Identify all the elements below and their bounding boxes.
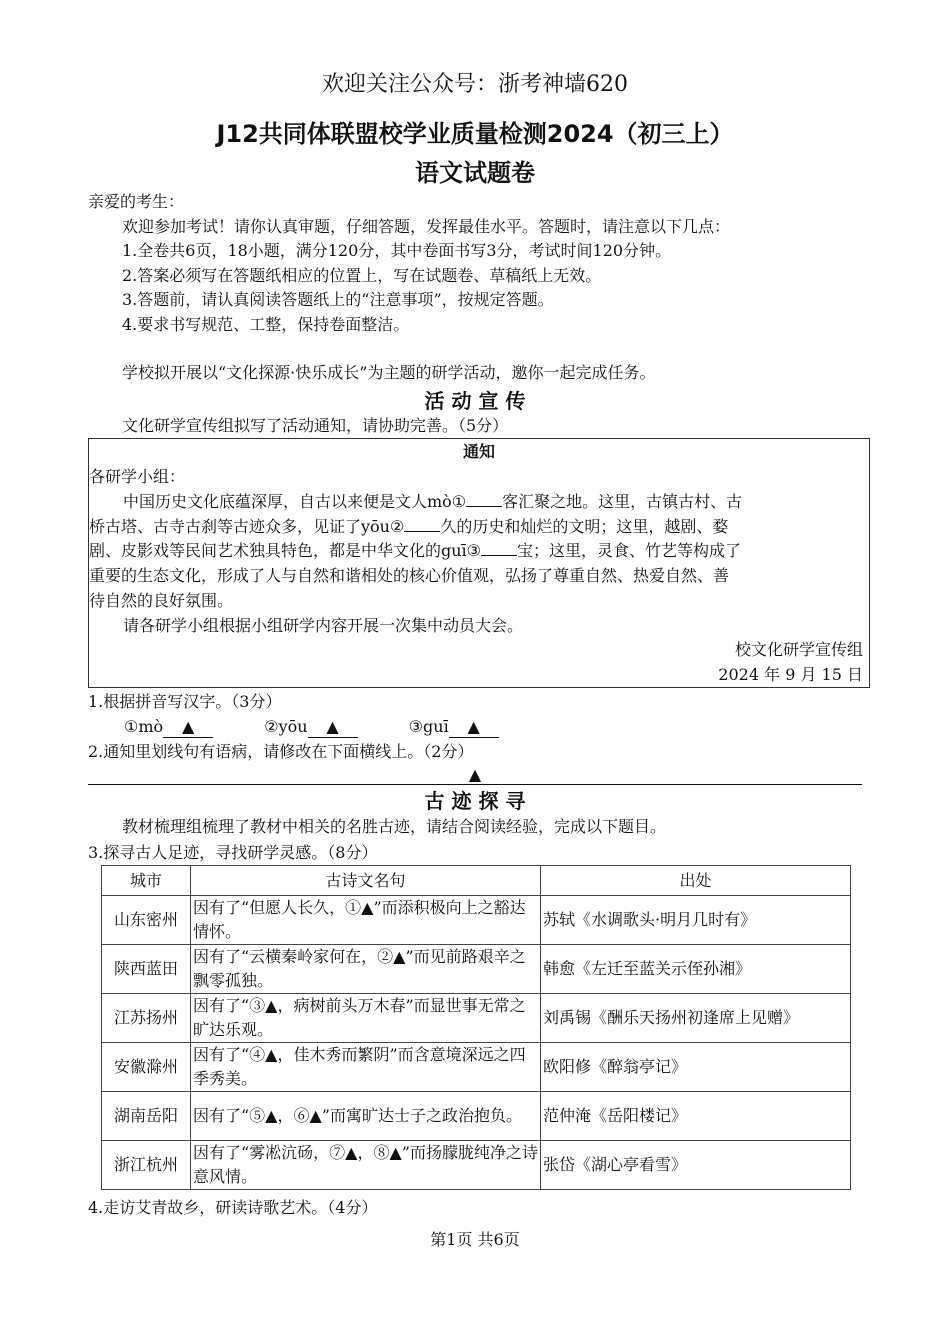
table-row: 湖南岳阳 因有了“⑤▲，⑥▲”而寓旷达士子之政治抱负。 范仲淹《岳阳楼记》 <box>102 1092 851 1141</box>
answer-blank[interactable]: ▲ <box>163 717 213 738</box>
notice-line: 桥古塔、古寺古刹等古迹众多，见证了yōu② 久的历史和灿烂的文明；这里，越剧、婺 <box>89 517 729 536</box>
table-row: 陕西蓝田 因有了“云横秦岭家何在，②▲”而见前路艰辛之飘零孤独。 韩愈《左迁至蓝关示侄孙湘》 <box>102 945 851 994</box>
rule-item: 1.全卷共6页，18小题，满分120分，其中卷面书写3分，考试时间120分钟。 <box>122 241 672 260</box>
notice-recipient: 各研学小组： <box>89 467 186 486</box>
page-number: 第1页 共6页 <box>430 1230 520 1249</box>
greeting: 亲爱的考生： <box>88 192 185 211</box>
question-2: 2.通知里划线句有语病，请修改在下面横线上。（2分） <box>88 742 474 761</box>
notice-box <box>88 438 870 688</box>
table-row: 安徽滁州 因有了“④▲，佳木秀而繁阴”而含意境深远之四季秀美。 欧阳修《醉翁亭记》 <box>102 1043 851 1092</box>
table-header: 古诗文名句 <box>191 866 541 896</box>
exam-title: J12共同体联盟校学业质量检测2024（初三上） <box>216 120 734 148</box>
question-3: 3.探寻古人足迹，寻找研学灵感。（8分） <box>88 843 378 862</box>
table-row: 山东密州 因有了“但愿人长久，①▲”而添积极向上之豁达情怀。 苏轼《水调歌头·明月几时有》 <box>102 896 851 945</box>
answer-mark: ▲ <box>468 765 482 784</box>
answer-line[interactable] <box>88 784 862 785</box>
table-row: 浙江杭州 因有了“雾凇沆砀，⑦▲，⑧▲”而扬朦胧纯净之诗意风情。 张岱《湖心亭看雪》 <box>102 1141 851 1190</box>
table-header: 城市 <box>102 866 191 896</box>
promo-text: 欢迎关注公众号：浙考神墙620 <box>322 72 628 97</box>
poetry-table <box>101 865 851 1190</box>
answer-blank[interactable]: ▲ <box>308 717 358 738</box>
exam-subtitle: 语文试题卷 <box>415 159 535 187</box>
notice-signer: 校文化研学宣传组 <box>734 640 863 659</box>
answer-blank[interactable]: ▲ <box>449 717 499 738</box>
rule-item: 4.要求书写规范、工整，保持卷面整洁。 <box>122 315 410 334</box>
rule-item: 3.答题前，请认真阅读答题纸上的“注意事项”，按规定答题。 <box>122 290 554 309</box>
notice-line: 重要的生态文化，形成了人与自然和谐相处的核心价值观，弘扬了尊重自然、热爱自然、善 <box>89 566 730 585</box>
question-1: 1.根据拼音写汉字。（3分） <box>88 692 282 711</box>
theme-text: 学校拟开展以“文化探源·快乐成长”为主题的研学活动，邀你一起完成任务。 <box>122 363 656 382</box>
section-desc: 教材梳理组梳理了教材中相关的名胜古迹，请结合阅读经验，完成以下题目。 <box>122 817 667 836</box>
rule-item: 2.答案必须写在答题纸相应的位置上，写在试题卷、草稿纸上无效。 <box>122 266 602 285</box>
notice-line: 剧、皮影戏等民间艺术独具特色，都是中华文化的guī③ 宝；这里，灵食、竹艺等构成了 <box>89 541 742 560</box>
welcome-text: 欢迎参加考试！请你认真审题，仔细答题，发挥最佳水平。答题时，请注意以下几点： <box>122 217 731 236</box>
section-title: 活 动 宣 传 <box>424 389 526 413</box>
notice-date: 2024 年 9 月 15 日 <box>718 665 863 684</box>
notice-line: 中国历史文化底蕴深厚，自古以来便是文人mò① 客汇聚之地。这里，古镇古村、古 <box>123 492 743 511</box>
section-title: 古 迹 探 寻 <box>424 789 526 813</box>
notice-title: 通知 <box>462 442 495 461</box>
notice-line: 请各研学小组根据小组研学内容开展一次集中动员大会。 <box>123 616 524 635</box>
q1-answers: ①mò ▲ ②yōu ▲ ③guī ▲ <box>124 717 499 738</box>
table-row: 江苏扬州 因有了“③▲，病树前头万木春”而显世事无常之旷达乐观。 刘禹锡《酬乐天扬州初逢席上见赠》 <box>102 994 851 1043</box>
question-4: 4.走访艾青故乡，研读诗歌艺术。（4分） <box>88 1198 378 1217</box>
section-desc: 文化研学宣传组拟写了活动通知，请协助完善。（5分） <box>122 416 509 435</box>
table-header: 出处 <box>541 866 851 896</box>
notice-line: 待自然的良好氛围。 <box>89 591 234 610</box>
